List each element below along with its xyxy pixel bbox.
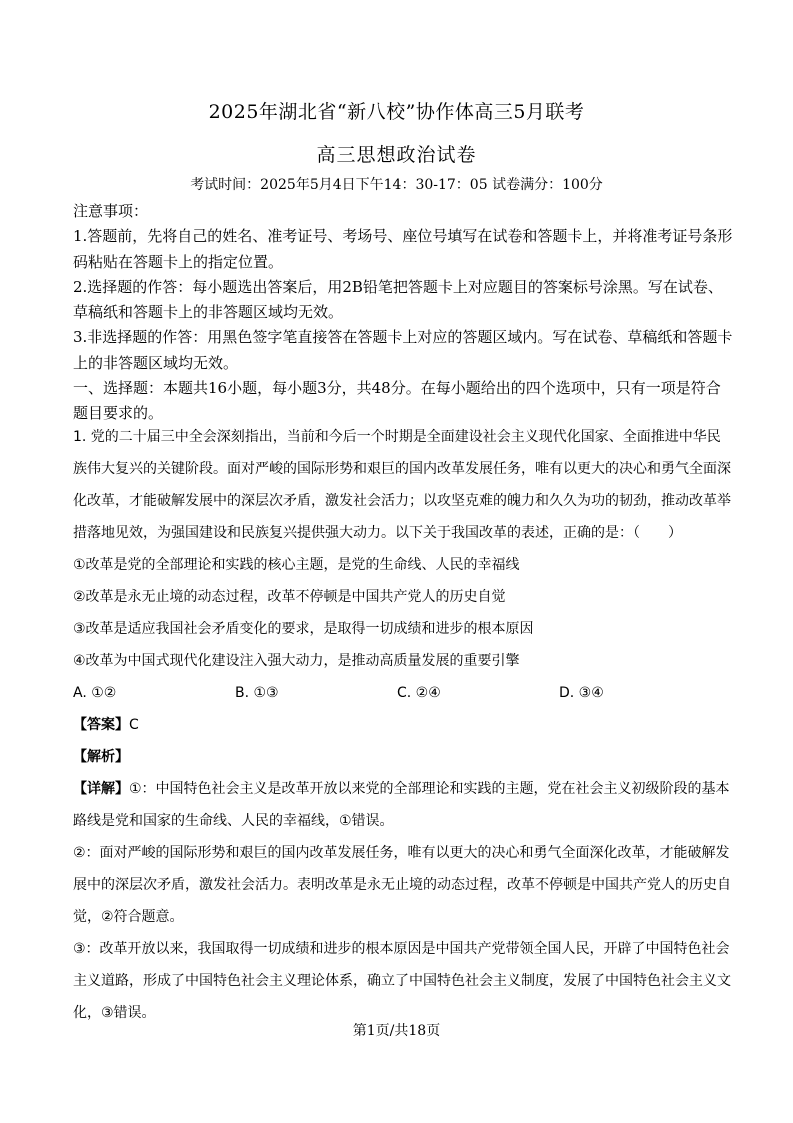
answer-line bbox=[73, 709, 733, 741]
exam-subject-title: 高三思想政治试卷 bbox=[316, 144, 477, 166]
statement-1: ①改革是党的全部理论和实践的核心主题，是党的生命线、人民的幸福线 bbox=[73, 557, 520, 573]
detail-2: ②：面对严峻的国际形势和艰巨的国内改革发展任务，唯有以更大的决心和勇气全面深化改革，才能破解发展中的深层次矛盾，激发社会活力。表明改革是永无止境的动态过程，改革不停顿是中国共产党人的历史自觉，②符合题意。 bbox=[73, 845, 731, 925]
statement-4: ④改革为中国式现代化建设注入强大动力，是推动高质量发展的重要引擎 bbox=[73, 653, 520, 669]
notes-item-3: 3.非选择题的作答：用黑色签字笔直接答在答题卡上对应的答题区域内。写在试卷、草稿纸和答题卡上的非答题区域均无效。 bbox=[73, 328, 733, 372]
notes-item-1: 1.答题前，先将自己的姓名、准考证号、考场号、座位号填写在试卷和答题卡上，并将准考证号条形码粘贴在答题卡上的指定位置。 bbox=[73, 227, 733, 271]
option-b: B. ①③ bbox=[235, 685, 279, 701]
notes-item-2: 2.选择题的作答：每小题选出答案后，用2B铅笔把答题卡上对应题目的答案标号涂黑。写在试卷、草稿纸和答题卡上的非答题区域均无效。 bbox=[73, 277, 723, 322]
notes-section bbox=[73, 199, 733, 427]
statement-2: ②改革是永无止境的动态过程，改革不停顿是中国共产党人的历史自觉 bbox=[73, 589, 506, 605]
answer-value: C bbox=[129, 717, 139, 733]
options-row bbox=[73, 677, 733, 709]
option-c: C. ②④ bbox=[397, 685, 441, 701]
detail-1-text: ①：中国特色社会主义是改革开放以来党的全部理论和实践的主题，党在社会主义初级阶段的基本路线是党和国家的生命线、人民的幸福线，①错误。 bbox=[73, 781, 730, 829]
analysis-label: 【解析】 bbox=[73, 749, 129, 765]
answer-label: 【答案】 bbox=[73, 717, 129, 733]
exam-time-info: 考试时间：2025年5月4日下午14：30-17：05 试卷满分：100分 bbox=[190, 177, 603, 193]
exam-title: 2025年湖北省“新八校”协作体高三5月联考 bbox=[208, 101, 585, 123]
question-stem: 1. 党的二十届三中全会深刻指出，当前和今后一个时期是全面建设社会主义现代化国家、全面推进中华民族伟大复兴的关键阶段。面对严峻的国际形势和艰巨的国内改革发展任务，唯有以更大的决心和勇气全面深化改革，才能破解发展中的深层次矛盾，激发社会活力；以攻坚克难的魄力和久久为功的韧劲，推动改革举措落地见效，为强国建设和民族复兴提供强大动力。以下关于我国改革的表述，正确的是：（ ） bbox=[73, 429, 731, 541]
option-a: A. ①② bbox=[73, 685, 117, 701]
page-footer: 第1页/共18页 bbox=[352, 1023, 441, 1039]
detail-3: ③：改革开放以来，我国取得一切成绩和进步的根本原因是中国共产党带领全国人民，开辟了中国特色社会主义道路，形成了中国特色社会主义理论体系，确立了中国特色社会主义制度，发展了中国特色社会主义文化，③错误。 bbox=[73, 941, 731, 1021]
section-heading: 一、选择题：本题共16小题，每小题3分，共48分。在每小题给出的四个选项中，只有一项是符合题目要求的。 bbox=[73, 379, 721, 423]
option-d: D. ③④ bbox=[559, 685, 604, 701]
statement-3: ③改革是适应我国社会矛盾变化的要求，是取得一切成绩和进步的根本原因 bbox=[73, 621, 534, 637]
detail-1 bbox=[73, 773, 733, 837]
notes-heading: 注意事项： bbox=[73, 202, 149, 220]
question-1 bbox=[73, 421, 733, 1029]
detail-label: 【详解】 bbox=[73, 781, 129, 797]
analysis-line bbox=[73, 741, 733, 773]
